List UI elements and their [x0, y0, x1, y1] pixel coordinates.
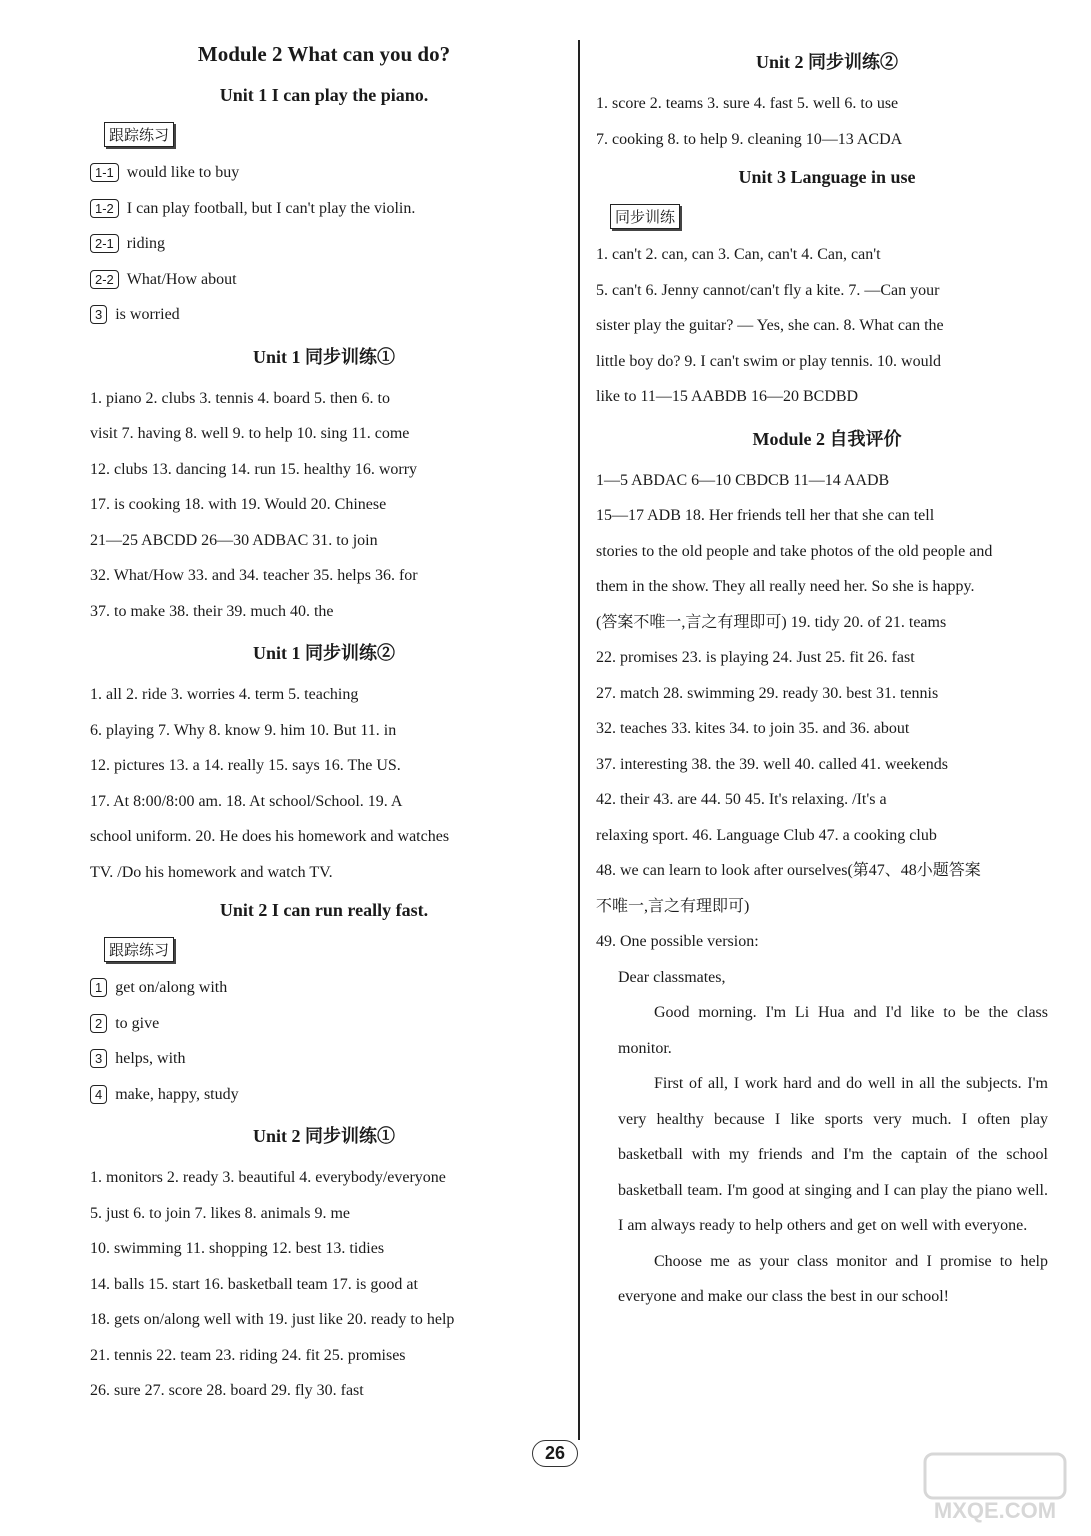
tracking-practice-label: 跟踪练习: [104, 122, 174, 147]
list-item: [90, 155, 558, 191]
answer-line: 49. One possible version:: [596, 933, 759, 950]
item-text: would like to buy: [126, 164, 240, 181]
item-tag: 2-2: [90, 270, 119, 289]
watermark-logo: [921, 1448, 1071, 1528]
essay-paragraph: First of all, I work hard and do well in all the subjects. I'm very healthy because I like sports very much. I often play basketball with my friends and I'm the captain of the school basketball team. I'm good at singing and I can play the piano well. I am always ready to help others and get on well with everyone.: [618, 1075, 1048, 1234]
answer-line: 21—25 ABCDD 26—30 ADBAC 31. to join: [90, 531, 378, 549]
answer-line: 1. all 2. ride 3. worries 4. term 5. teaching: [90, 686, 359, 703]
answer-line: 5. can't 6. Jenny cannot/can't fly a kite. 7. —Can your: [596, 281, 940, 299]
answer-line: 1—5 ABDAC 6—10 CBDCB 11—14 AADB: [596, 471, 890, 489]
answer-line: little boy do? 9. I can't swim or play tennis. 10. would: [596, 352, 942, 370]
answer-line: 5. just 6. to join 7. likes 8. animals 9. me: [90, 1204, 350, 1222]
track1-list: [90, 155, 558, 333]
column-divider: [578, 40, 580, 1440]
item-text: is worried: [115, 306, 180, 323]
item-text: I can play football, but I can't play the violin.: [126, 199, 416, 217]
unit2-sync1-title: Unit 2 同步训练①: [252, 1126, 395, 1146]
unit2-sync2-title: Unit 2 同步训练②: [755, 52, 898, 72]
self-evaluation-title: Module 2 自我评价: [752, 428, 902, 449]
unit2-sync1-answers: [90, 1160, 558, 1409]
left-column: [90, 38, 558, 1409]
answer-line: 1. score 2. teams 3. sure 4. fast 5. well 6. to use: [596, 95, 899, 112]
answer-line: 27. match 28. swimming 29. ready 30. best 31. tennis: [596, 684, 939, 702]
essay-greeting: Dear classmates,: [618, 968, 726, 986]
answer-line: 42. their 43. are 44. 50 45. It's relaxing. /It's a: [596, 791, 887, 808]
answer-line: stories to the old people and take photos of the old people and: [596, 542, 993, 560]
answer-line: 21. tennis 22. team 23. riding 24. fit 25. promises: [90, 1346, 406, 1364]
unit2-sync2-answers: [596, 86, 1058, 157]
answer-line: TV. /Do his homework and watch TV.: [90, 863, 333, 881]
answer-line: 32. What/How 33. and 34. teacher 35. helps 36. for: [90, 567, 418, 584]
answer-line: (答案不唯一,言之有理即可) 19. tidy 20. of 21. teams: [596, 613, 947, 631]
answer-line: relaxing sport. 46. Language Club 47. a cooking club: [596, 826, 937, 844]
item-text: What/How about: [126, 270, 237, 288]
page-number: [520, 1440, 590, 1474]
answer-line: 37. interesting 38. the 39. well 40. called 41. weekends: [596, 755, 948, 773]
list-item: [90, 262, 558, 298]
unit1-sync2-title: Unit 1 同步训练②: [252, 643, 395, 663]
track2-list: [90, 970, 558, 1112]
item-text: riding: [126, 235, 166, 252]
unit1-sync1-title: Unit 1 同步训练①: [252, 346, 395, 367]
list-item: [90, 297, 558, 333]
answer-line: 15—17 ADB 18. Her friends tell her that she can tell: [596, 507, 935, 524]
unit3-answers: [596, 237, 1058, 415]
answer-line: them in the show. They all really need her. So she is happy.: [596, 578, 975, 595]
answer-line: 17. is cooking 18. with 19. Would 20. Chinese: [90, 496, 387, 513]
list-item: [90, 191, 558, 227]
item-text: make, happy, study: [115, 1085, 239, 1103]
item-tag: 1-2: [90, 199, 119, 218]
page-number-label: 26: [532, 1440, 578, 1467]
list-item: [90, 1006, 558, 1042]
unit1-title: Unit 1 I can play the piano.: [219, 85, 429, 105]
sync-practice-label: 同步训练: [610, 204, 680, 229]
item-tag: 4: [90, 1085, 107, 1104]
answer-line: 1. piano 2. clubs 3. tennis 4. board 5. then 6. to: [90, 389, 390, 407]
item-tag: 2: [90, 1014, 107, 1033]
answer-line: 14. balls 15. start 16. basketball team 17. is good at: [90, 1275, 418, 1293]
list-item: [90, 1041, 558, 1077]
unit3-title: Unit 3 Language in use: [738, 167, 916, 187]
list-item: [90, 226, 558, 262]
right-column: [596, 38, 1058, 1315]
module-title: Module 2 What can you do?: [197, 42, 451, 66]
answer-line: 48. we can learn to look after ourselves(第47、48小题答案: [596, 862, 981, 879]
self-evaluation-answers: [596, 463, 1058, 960]
answer-line: 10. swimming 11. shopping 12. best 13. tidies: [90, 1240, 385, 1257]
sample-essay: [596, 960, 1048, 1315]
unit2-title: Unit 2 I can run really fast.: [219, 900, 429, 920]
answer-line: 6. playing 7. Why 8. know 9. him 10. But 11. in: [90, 721, 397, 739]
answer-line: 37. to make 38. their 39. much 40. the: [90, 602, 334, 620]
answer-line: 1. monitors 2. ready 3. beautiful 4. everybody/everyone: [90, 1169, 446, 1186]
answer-line: school uniform. 20. He does his homework and watches: [90, 828, 450, 845]
unit1-sync2-answers: [90, 677, 558, 890]
item-tag: 2-1: [90, 234, 119, 253]
answer-line: 18. gets on/along well with 19. just like 20. ready to help: [90, 1311, 455, 1328]
answer-line: like to 11—15 AABDB 16—20 BCDBD: [596, 388, 859, 405]
answer-line: 1. can't 2. can, can 3. Can, can't 4. Can, can't: [596, 246, 881, 263]
answer-line: visit 7. having 8. well 9. to help 10. sing 11. come: [90, 425, 410, 442]
answer-line: 12. clubs 13. dancing 14. run 15. healthy 16. worry: [90, 460, 418, 478]
answer-line: 7. cooking 8. to help 9. cleaning 10—13 ACDA: [596, 130, 903, 148]
essay-paragraph: Good morning. I'm Li Hua and I'd like to be the class monitor.: [618, 1004, 1048, 1057]
answer-line: 12. pictures 13. a 14. really 15. says 16. The US.: [90, 757, 401, 774]
item-text: get on/along with: [115, 979, 228, 996]
list-item: [90, 1077, 558, 1113]
unit1-sync1-answers: [90, 381, 558, 630]
answer-line: 不唯一,言之有理即可): [596, 897, 750, 915]
essay-paragraph: Choose me as your class monitor and I promise to help everyone and make our class the best in our school!: [618, 1252, 1048, 1305]
list-item: [90, 970, 558, 1006]
answer-line: 22. promises 23. is playing 24. Just 25. fit 26. fast: [596, 649, 915, 666]
item-tag: 1: [90, 978, 107, 997]
item-tag: 3: [90, 305, 107, 324]
item-text: to give: [115, 1014, 160, 1032]
item-text: helps, with: [115, 1050, 186, 1067]
answer-line: sister play the guitar? — Yes, she can. 8. What can the: [596, 317, 944, 334]
watermark-text: MXQE.COM: [933, 1498, 1057, 1523]
item-tag: 3: [90, 1049, 107, 1068]
answer-line: 32. teaches 33. kites 34. to join 35. and 36. about: [596, 720, 910, 737]
answer-line: 17. At 8:00/8:00 am. 18. At school/School. 19. A: [90, 792, 403, 810]
item-tag: 1-1: [90, 163, 119, 182]
answer-line: 26. sure 27. score 28. board 29. fly 30. fast: [90, 1382, 364, 1399]
tracking-practice-label: 跟踪练习: [104, 937, 174, 962]
